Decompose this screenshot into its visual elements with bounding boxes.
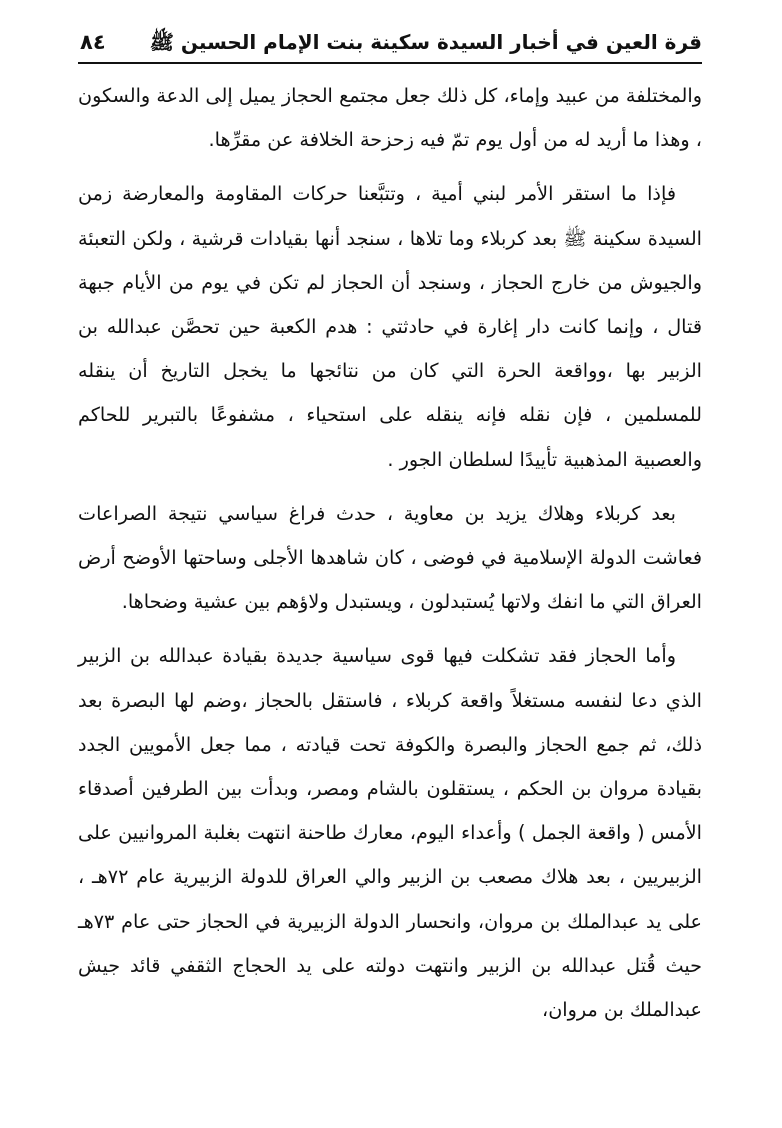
paragraph: بعد كربلاء وهلاك يزيد بن معاوية ، حدث فراغ سياسي نتيجة الصراعات فعاشت الدولة الإسلامية في فوضى ، كان شاهدها الأجلى وساحتها الأوضح أرض العراق التي ما انفك ولاتها يُستبدلون ، ويستبدل ولاؤهم بين عشية وضحاها. — [78, 501, 702, 614]
paragraph: والمختلفة من عبيد وإماء، كل ذلك جعل مجتمع الحجاز يميل إلى الدعة والسكون ، وهذا ما أريد له من أول يوم تمّ فيه زحزحة الخلافة عن مقرِّها. — [78, 84, 702, 152]
body-text — [78, 74, 702, 1042]
running-header — [78, 22, 702, 64]
paragraph: وأما الحجاز فقد تشكلت فيها قوى سياسية جديدة بقيادة عبدالله بن الزبير الذي دعا لنفسه مستغلاً واقعة كربلاء ، فاستقل بالحجاز ،وضم لها البصرة بعد ذلك، ثم جمع الحجاز والبصرة والكوفة تحت قيادته ، مما جعل الأمويين الجدد بقيادة مروان بن الحكم ، يستقلون بالشام ومصر، وبدأت بين الطرفين أصدقاء الأمس ( واقعة الجمل ) وأعداء اليوم، معارك طاحنة انتهت بغلبة المروانيين على الزبيريين ، بعد هلاك مصعب بن الزبير والي العراق للدولة الزبيرية عام ٧٢هـ ، على يد عبدالملك بن مروان، وانحسار الدولة الزبيرية في الحجاز حتى عام ٧٣هـ حيث قُتل عبدالله بن الزبير وانتهت دولته على يد الحجاج الثقفي قائد جيش عبدالملك بن مروان، — [78, 644, 702, 1022]
paragraph: فإذا ما استقر الأمر لبني أمية ، وتتبَّعنا حركات المقاومة والمعارضة زمن السيدة سكينة ﷺ بعد كربلاء وما تلاها ، سنجد أنها بقيادات قرشية ، ولكن التعبئة والجيوش من خارج الحجاز ، وسنجد أن الحجاز لم تكن في يوم من الأيام جبهة قتال ، وإنما كانت دار إغارة في حادثتي : هدم الكعبة حين تحصَّن عبدالله بن الزبير بها ،وواقعة الحرة التي كان من نتائجها ما يخجل التاريخ أن ينقله للمسلمين ، فإن نقله فإنه ينقله على استحياء ، مشفوعًا بالتبرير للحاكم والعصبية المذهبية تأييدًا لسلطان الجور . — [78, 182, 702, 471]
page-number: ٨٤ — [80, 30, 106, 54]
book-title: قرة العين في أخبار السيدة سكينة بنت الإمام الحسين ﷺ — [149, 30, 702, 54]
